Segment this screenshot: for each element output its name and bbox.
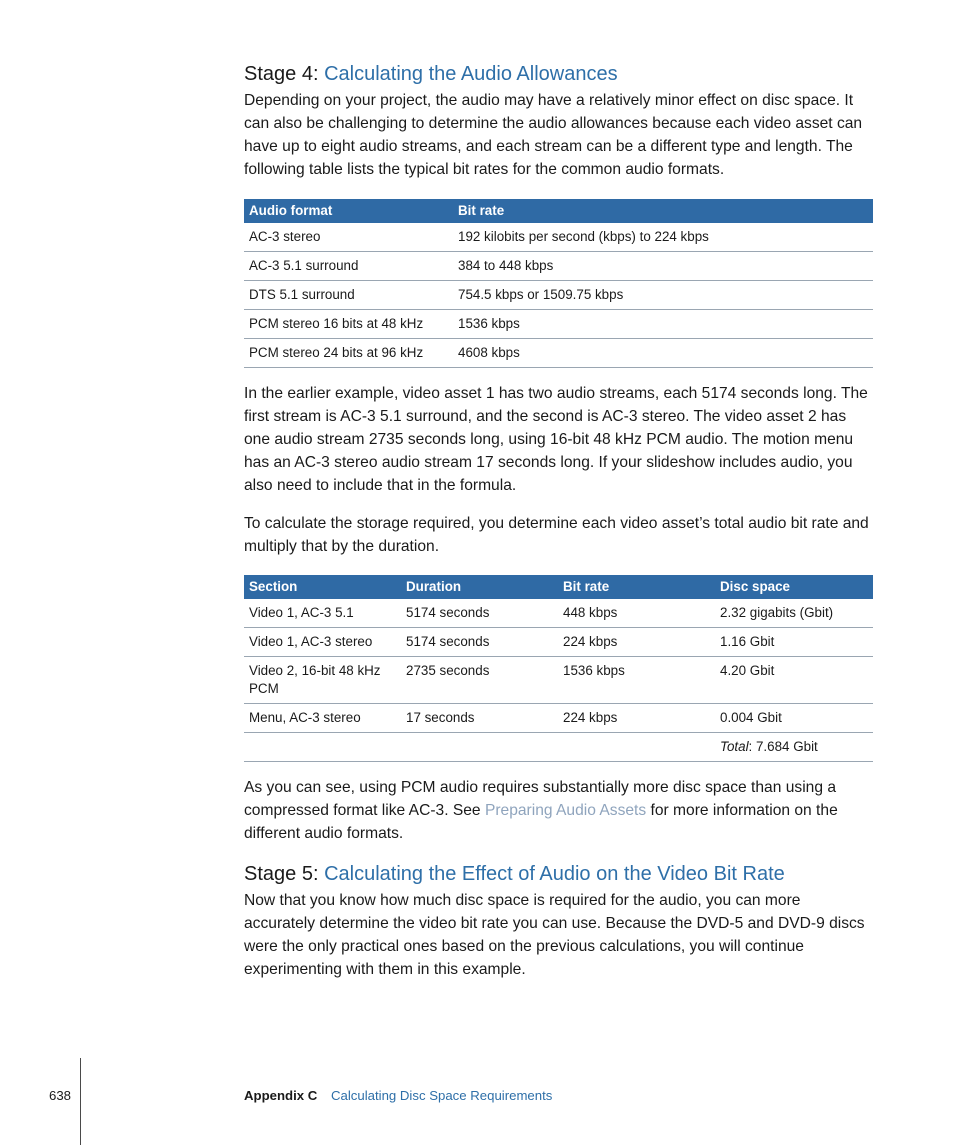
table-cell: 224 kbps [558,704,715,733]
table-cell: 5174 seconds [401,599,558,628]
chapter-title-link[interactable]: Calculating Disc Space Requirements [331,1088,553,1103]
table-cell: 4.20 Gbit [715,657,873,704]
table-cell: AC-3 5.1 surround [244,252,453,281]
table-cell: 1536 kbps [453,310,873,339]
table-header-row [244,199,873,223]
table-cell: PCM stereo 24 bits at 96 kHz [244,339,453,368]
table-row [244,310,873,339]
appendix-label: Appendix C [244,1088,318,1103]
table-row [244,339,873,368]
stage5-heading-title: Calculating the Effect of Audio on the Video Bit Rate [324,863,785,885]
table-cell: 4608 kbps [453,339,873,368]
table-cell: AC-3 stereo [244,223,453,252]
earlier-example-paragraph: In the earlier example, video asset 1 has two audio streams, each 5174 seconds long. The first stream is AC-3 5.1 surround, and the second is AC-3 stereo. The video asset 2 has one audio stream 2735 seconds long, using 16-bit 48 kHz PCM audio. The motion menu has an AC-3 stereo audio stream 17 seconds long. If your slideshow includes audio, you also need to include that in the formula. [244,385,868,494]
table-cell: DTS 5.1 surround [244,281,453,310]
table-cell: Menu, AC-3 stereo [244,704,401,733]
table-header-row [244,575,873,599]
header-section: Section [244,575,401,599]
pcm-comparison-paragraph [244,776,874,845]
table-cell: 754.5 kbps or 1509.75 kbps [453,281,873,310]
table-cell-empty [401,733,558,762]
table-cell: Video 1, AC-3 stereo [244,628,401,657]
table-cell: 17 seconds [401,704,558,733]
header-audio-format: Audio format [244,199,453,223]
table-row [244,252,873,281]
header-duration: Duration [401,575,558,599]
header-bit-rate: Bit rate [558,575,715,599]
footer-divider [80,1058,81,1145]
storage-calc-paragraph: To calculate the storage required, you determine each video asset’s total audio bit rate and multiply that by the duration. [244,515,869,555]
stage4-intro-paragraph: Depending on your project, the audio may have a relatively minor effect on disc space. It can also be challenging to determine the audio allowances because each video asset can have up to eight audio streams, and each stream can be a different type and length. The following table lists the typical bit rates for the common audio formats. [244,92,863,178]
table-cell: 1.16 Gbit [715,628,873,657]
stage4-heading [244,60,874,88]
total-label: Total [720,739,749,754]
table-cell: Video 2, 16-bit 48 kHz PCM [244,657,401,704]
paragraph-text: for more information on the different audio formats. [244,802,838,842]
stage5-heading [244,860,874,888]
page-content [244,60,874,981]
page-footer [0,1086,954,1116]
table-cell-empty [558,733,715,762]
table-cell: 192 kilobits per second (kbps) to 224 kbps [453,223,873,252]
table-row [244,599,873,628]
table-cell: 1536 kbps [558,657,715,704]
stage4-heading-title: Calculating the Audio Allowances [324,63,618,85]
stage5-paragraph: Now that you know how much disc space is required for the audio, you can more accurately determine the video bit rate you can use. Because the DVD-5 and DVD-9 discs were the only practical ones based on the previous calculations, you will continue experimenting with them in this example. [244,892,865,978]
table-row [244,704,873,733]
table-row [244,281,873,310]
table-cell: 384 to 448 kbps [453,252,873,281]
total-row [244,733,873,762]
table-cell: 224 kbps [558,628,715,657]
table-cell: 2.32 gigabits (Gbit) [715,599,873,628]
table-cell: 2735 seconds [401,657,558,704]
table-cell: Video 1, AC-3 5.1 [244,599,401,628]
page-number: 638 [49,1088,72,1103]
total-value: : 7.684 Gbit [748,739,818,754]
table-row [244,657,873,704]
stage5-heading-prefix: Stage 5: [244,863,325,885]
table-cell: 5174 seconds [401,628,558,657]
table-cell: PCM stereo 16 bits at 48 kHz [244,310,453,339]
table-row [244,223,873,252]
header-disc-space: Disc space [715,575,873,599]
table-row [244,628,873,657]
stage4-heading-prefix: Stage 4: [244,63,325,85]
table-cell: 448 kbps [558,599,715,628]
disc-space-table [244,575,873,762]
table-cell: 0.004 Gbit [715,704,873,733]
header-bit-rate: Bit rate [453,199,873,223]
table-cell-empty [244,733,401,762]
paragraph-text: As you can see, using PCM audio requires substantially more disc space than using a compressed format like AC-3. See [244,779,837,819]
preparing-audio-assets-link[interactable]: Preparing Audio Assets [484,802,647,819]
audio-bitrate-table [244,199,873,368]
total-cell [715,733,873,762]
